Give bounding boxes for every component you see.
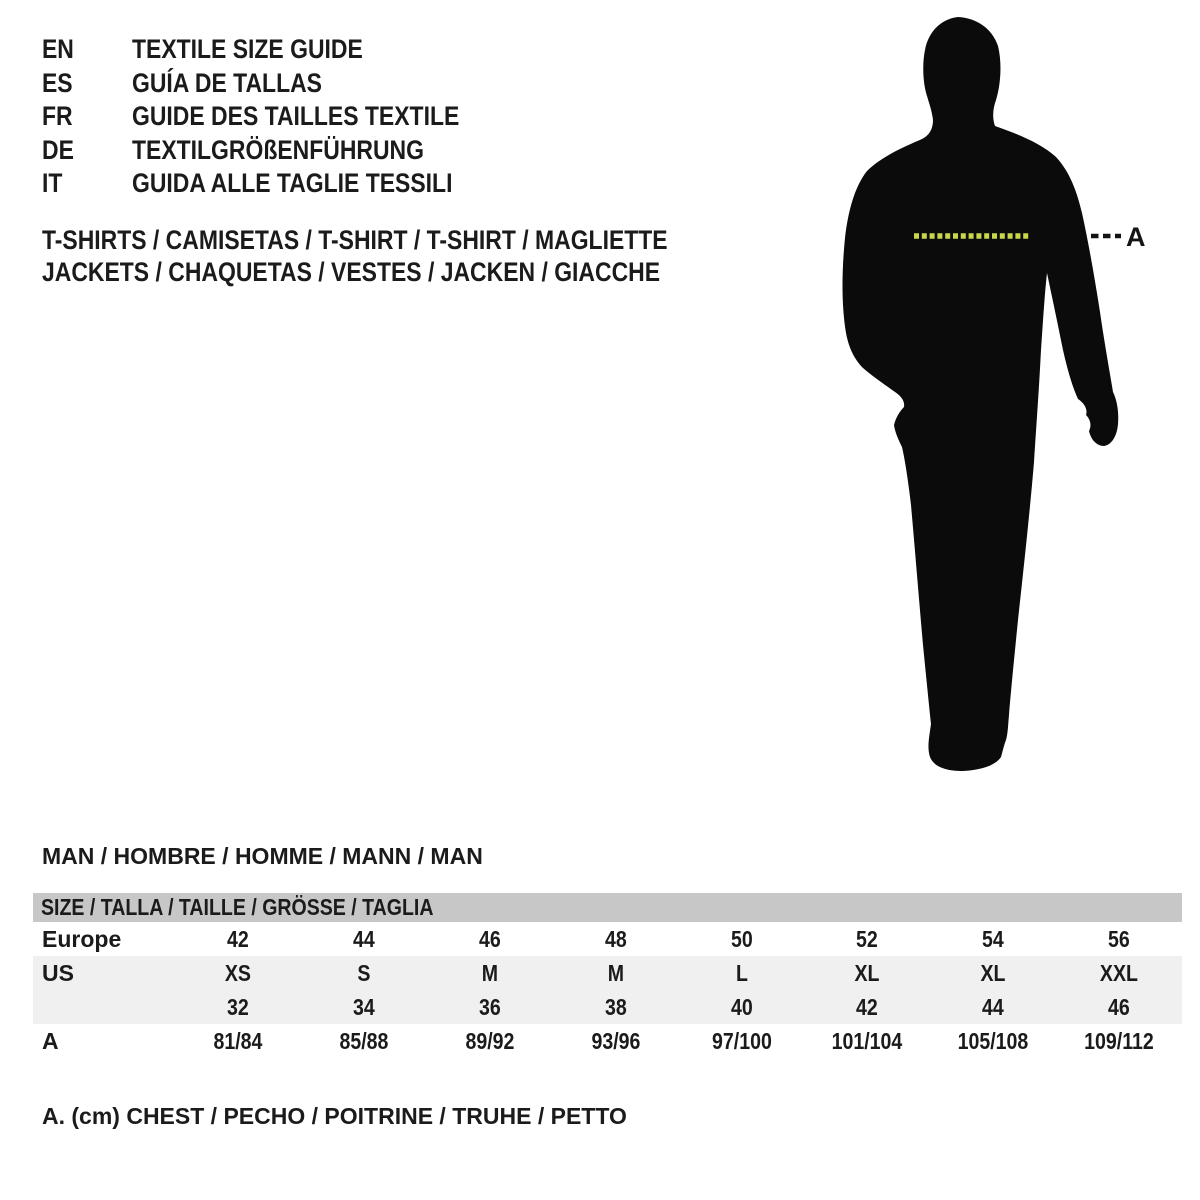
language-title-list <box>42 33 517 201</box>
guide-title: TEXTILGRÖßENFÜHRUNG <box>132 134 424 165</box>
table-cell: 32 <box>227 993 249 1020</box>
row-label: US <box>42 959 74 986</box>
guide-title: GUÍA DE TALLAS <box>132 67 322 98</box>
table-cell: M <box>481 959 498 986</box>
language-code: ES <box>42 67 73 98</box>
table-cell: 36 <box>478 993 501 1020</box>
guide-title: GUIDA ALLE TAGLIE TESSILI <box>132 168 453 199</box>
table-row <box>33 922 1182 956</box>
language-row <box>42 134 517 168</box>
row-label: Europe <box>42 925 122 952</box>
category-list <box>42 224 778 288</box>
table-cell: 42 <box>227 925 249 952</box>
table-cell: 42 <box>856 993 879 1020</box>
language-row <box>42 67 517 101</box>
table-cell: 48 <box>604 925 627 952</box>
table-cell: M <box>607 959 624 986</box>
table-row <box>33 990 1182 1024</box>
table-cell: L <box>735 959 748 986</box>
language-code: FR <box>42 101 73 132</box>
table-cell: 54 <box>982 925 1005 952</box>
size-table <box>33 893 1182 1058</box>
language-row <box>42 167 517 201</box>
category-jackets: JACKETS / CHAQUETAS / VESTES / JACKEN / GIACCHE <box>42 256 661 287</box>
table-cell: 105/108 <box>957 1027 1029 1054</box>
table-row <box>33 1024 1182 1058</box>
language-row <box>42 100 517 134</box>
man-silhouette <box>843 17 1119 771</box>
guide-title: TEXTILE SIZE GUIDE <box>132 34 363 65</box>
table-cell: 46 <box>1108 993 1130 1020</box>
table-cell: XL <box>980 959 1006 986</box>
row-label: A <box>42 1027 59 1054</box>
table-cell: 44 <box>352 925 375 952</box>
table-rows <box>33 922 1182 1058</box>
section-title-man: MAN / HOMBRE / HOMME / MANN / MAN <box>42 843 483 869</box>
table-cell: 34 <box>352 993 375 1020</box>
table-row <box>33 956 1182 990</box>
language-code: EN <box>42 34 74 65</box>
table-cell: 93/96 <box>591 1027 641 1054</box>
table-cell: 81/84 <box>213 1027 263 1054</box>
table-cell: XS <box>224 959 251 986</box>
table-cell: 52 <box>856 925 879 952</box>
measure-label-a: A <box>1126 222 1146 252</box>
category-tshirts: T-SHIRTS / CAMISETAS / T-SHIRT / T-SHIRT / MAGLIETTE <box>42 224 668 255</box>
table-cell: 44 <box>982 993 1005 1020</box>
table-cell: XXL <box>1100 959 1139 986</box>
size-table-header: SIZE / TALLA / TAILLE / GRÖSSE / TAGLIA <box>33 893 1182 922</box>
guide-title: GUIDE DES TAILLES TEXTILE <box>132 101 460 132</box>
table-cell: 40 <box>730 993 753 1020</box>
table-cell: 101/104 <box>831 1027 903 1054</box>
table-cell: 109/112 <box>1084 1027 1154 1054</box>
language-row <box>42 33 517 67</box>
table-cell: 85/88 <box>339 1027 389 1054</box>
table-cell: S <box>357 959 371 986</box>
language-code: IT <box>42 168 63 199</box>
table-cell: 89/92 <box>465 1027 515 1054</box>
table-cell: 38 <box>604 993 627 1020</box>
language-code: DE <box>42 134 74 165</box>
table-cell: XL <box>854 959 880 986</box>
table-cell: 97/100 <box>711 1027 772 1054</box>
table-cell: 46 <box>478 925 501 952</box>
table-cell: 56 <box>1108 925 1130 952</box>
measurement-footnote: A. (cm) CHEST / PECHO / POITRINE / TRUHE / PETTO <box>42 1103 627 1129</box>
table-cell: 50 <box>730 925 753 952</box>
